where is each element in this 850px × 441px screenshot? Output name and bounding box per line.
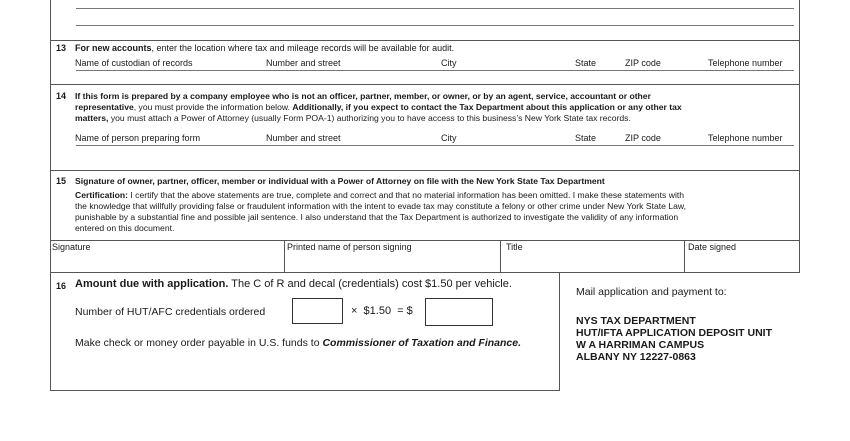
section-13-right-border — [799, 40, 800, 84]
address-line-3: W A HARRIMAN CAMPUS — [576, 339, 705, 351]
s14-matters: matters, — [75, 113, 109, 123]
section-15-cert-line-4: entered on this document. — [75, 223, 175, 233]
section-16-left-border — [50, 272, 51, 390]
mail-heading: Mail application and payment to: — [576, 286, 727, 298]
s13-field-phone-label: Telephone number — [708, 58, 783, 68]
s13-field-state-label: State — [575, 58, 597, 68]
s14-field-zip-label: ZIP code — [625, 133, 661, 143]
payee-name: Commissioner of Taxation and Finance. — [322, 337, 522, 349]
amount-due-heading: Amount due with application. — [75, 278, 229, 290]
section-14-line-2 — [75, 102, 682, 113]
s14-entry-line[interactable] — [76, 145, 794, 146]
section-14-line-1: If this form is prepared by a company employee who is not an officer, partner, member, or owner, or by an agent, service, accountant or other — [75, 91, 651, 101]
s13-field-street-label: Number and street — [266, 58, 341, 68]
printed-name-label: Printed name of person signing — [287, 242, 412, 252]
mailing-address — [576, 315, 772, 363]
section-13-text: , enter the location where tax and mileage records will be available for audit. — [151, 43, 455, 53]
s13-field-city-label: City — [441, 58, 457, 68]
address-line-2: HUT/IFTA APPLICATION DEPOSIT UNIT — [576, 327, 772, 339]
s14-field-state-label: State — [575, 133, 597, 143]
section-13-lead: For new accounts — [75, 43, 152, 53]
section-16-number: 16 — [56, 281, 67, 291]
address-line-4: ALBANY NY 12227-0863 — [576, 351, 696, 363]
section-16-title — [75, 278, 512, 291]
section-15-title: Signature of owner, partner, officer, member or individual with a Power of Attorney on file with the New York State Tax Department — [75, 176, 605, 186]
section-15-cert-line-2: the knowledge that willfully providing false or fraudulent information with the intent to evade tax may constitute a felony or other crime under New York State Law, — [75, 201, 686, 211]
section-13-number: 13 — [56, 43, 67, 53]
s14-representative: representative — [75, 102, 134, 112]
total-amount-input[interactable] — [425, 298, 493, 326]
section-13-instruction — [75, 43, 454, 54]
section-16-right-border — [559, 272, 560, 390]
s14-field-city-label: City — [441, 133, 457, 143]
top-right-border — [799, 0, 800, 40]
amount-due-text: The C of R and decal (credentials) cost $1.50 per vehicle. — [228, 278, 512, 290]
section-15-left-border — [50, 170, 51, 240]
section-14-right-border — [799, 84, 800, 170]
section-13-top-rule — [50, 40, 800, 41]
title-field[interactable] — [501, 241, 683, 271]
section-14-left-border — [50, 84, 51, 170]
signature-row-right-border — [799, 240, 800, 272]
address-line-1: NYS TAX DEPARTMENT — [576, 315, 696, 327]
s13-entry-line[interactable] — [76, 70, 794, 71]
check-payable-pre: Make check or money order payable in U.S. funds to — [75, 337, 323, 349]
section-15-right-border — [799, 170, 800, 240]
section-15-cert-line-3: punishable by a substantial fine and possible jail sentence. I also understand that the Tax Department is authorized to investigate the validity of any information — [75, 212, 679, 222]
date-signed-label: Date signed — [688, 242, 737, 252]
title-label: Title — [506, 242, 523, 252]
s13-field-zip-label: ZIP code — [625, 58, 661, 68]
s14-line3-rest: you must attach a Power of Attorney (usually Form POA-1) authorizing you to have access to this business’s New York State tax records. — [108, 113, 631, 123]
section-13-left-border — [50, 40, 51, 84]
s14-field-preparer-label: Name of person preparing form — [75, 133, 201, 143]
signature-label: Signature — [52, 242, 91, 252]
section-15-top-rule — [50, 170, 800, 171]
total-amount-value — [426, 300, 434, 319]
section-14-number: 14 — [56, 91, 67, 101]
credentials-count-value — [293, 300, 301, 319]
s14-field-phone-label: Telephone number — [708, 133, 783, 143]
s13-field-custodian-label: Name of custodian of records — [75, 58, 193, 68]
section-15-number: 15 — [56, 176, 67, 186]
credentials-count-input[interactable] — [292, 298, 343, 324]
s14-field-street-label: Number and street — [266, 133, 341, 143]
check-payable-text — [75, 337, 521, 349]
section-14-line-3 — [75, 113, 631, 124]
section-16-bottom-rule — [50, 390, 560, 391]
credentials-count-label: Number of HUT/AFC credentials ordered — [75, 306, 266, 318]
certification-label: Certification: — [75, 190, 128, 200]
section-14-top-rule — [50, 84, 800, 85]
signature-row-bottom-rule — [50, 272, 800, 273]
prior-line-2 — [76, 25, 794, 26]
s14-line2-mid: , you must provide the information below. — [133, 102, 293, 112]
cert-text-1: I certify that the above statements are true, complete and correct and that no material information has been omitted. I make these statements with — [128, 190, 685, 200]
section-15-cert-line-1 — [75, 190, 684, 201]
s14-additionally: Additionally, if you expect to contact the Tax Department about this application or any other tax — [292, 102, 682, 112]
prior-line-1 — [76, 8, 794, 9]
top-left-border — [50, 0, 51, 40]
price-multiplier: × $1.50 = $ — [351, 305, 413, 317]
